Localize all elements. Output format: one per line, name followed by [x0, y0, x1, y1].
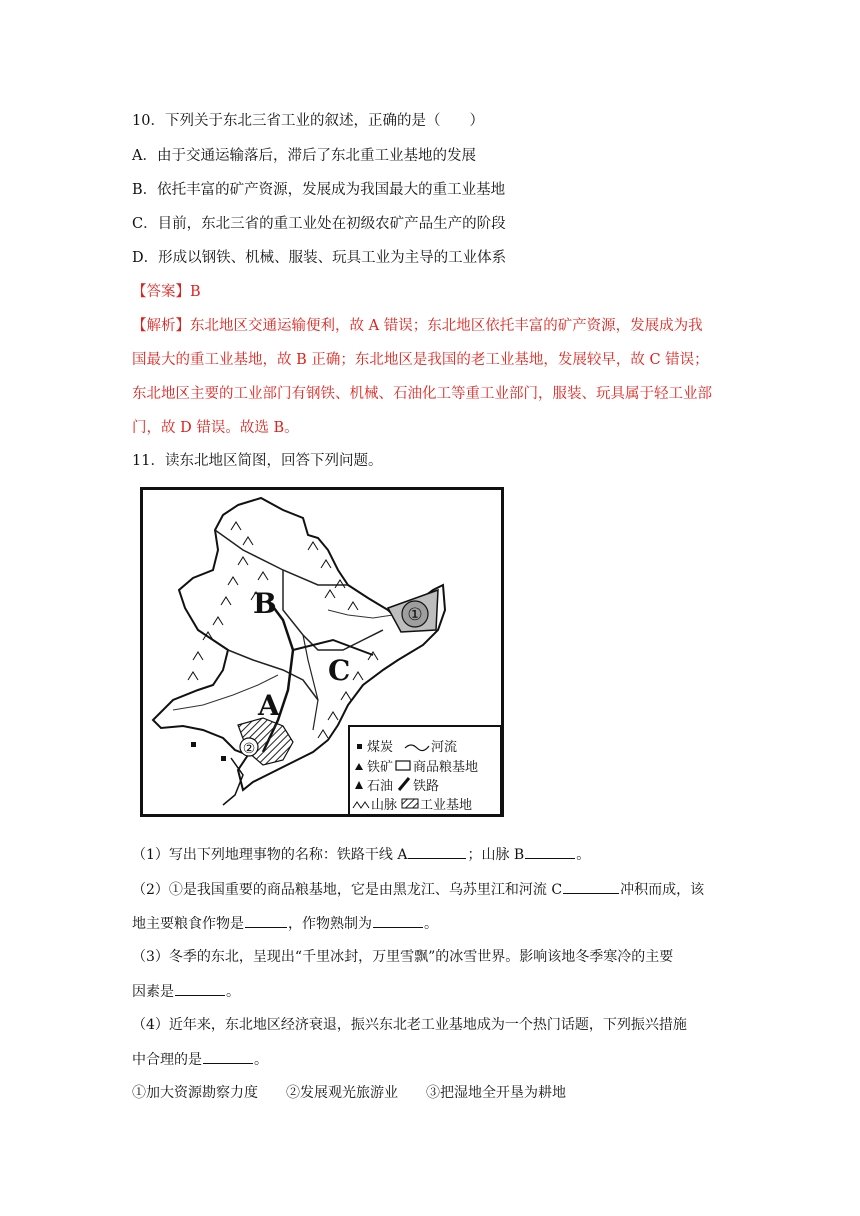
analysis-label: 【解析】	[132, 318, 190, 334]
label-circle-2: ②	[242, 741, 256, 757]
sub1-suffix: 。	[576, 847, 591, 863]
coal-marker-1	[191, 742, 196, 747]
answer-label: 【答案】	[132, 284, 190, 300]
sub3-line2-suffix: 。	[226, 984, 240, 1000]
blank-mountain-b[interactable]	[525, 844, 575, 859]
legend-mountain: 山脉	[371, 798, 398, 813]
sub3-line2-prefix: 因素是	[132, 984, 174, 1000]
legend-oil: 石油	[367, 779, 394, 794]
q10-option-c: C．目前，东北三省的重工业处在初级农矿产品生产的阶段	[132, 216, 506, 232]
sub2-line1-prefix: （2）①是我国重要的商品粮基地，它是由黑龙江、乌苏里江和河流 C	[132, 882, 563, 898]
q11-sub-3-line-1: （3）冬季的东北，呈现出“千里冰封，万里雪飘”的冰雪世界。影响该地冬季寒冷的主要	[132, 949, 674, 965]
label-b: B	[253, 587, 277, 620]
sub4-line2-suffix: 。	[254, 1052, 268, 1068]
q11-measures	[132, 1083, 566, 1103]
blank-cold-factor[interactable]	[175, 981, 225, 996]
northeast-map	[140, 487, 504, 817]
analysis-text-1: 东北地区交通运输便利，故 A 错误；东北地区依托丰富的矿产资源，发展成为我	[190, 318, 703, 334]
q11-stem: 11．读东北地区简图，回答下列问题。	[132, 453, 383, 469]
legend-industrial-base: 工业基地	[420, 798, 473, 813]
label-a: A	[258, 689, 280, 722]
q11-sub-3-line-2	[132, 981, 240, 1002]
blank-measures[interactable]	[203, 1049, 253, 1064]
blank-river-c[interactable]	[563, 879, 619, 894]
q11-sub-2-line-2	[132, 913, 438, 934]
blank-railway-a[interactable]	[408, 844, 466, 859]
coal-marker-2	[221, 756, 226, 761]
legend-railway: 铁路	[413, 779, 440, 794]
q10-option-a: A．由于交通运输落后，滞后了东北重工业基地的发展	[132, 148, 476, 164]
q11-sub-4-line-1: （4）近年来，东北地区经济衰退，振兴东北老工业基地成为一个热门话题，下列振兴措施	[132, 1017, 687, 1033]
sub4-line2-prefix: 中合理的是	[132, 1052, 202, 1068]
legend-iron: 铁矿	[367, 760, 394, 775]
measure-1: ①加大资源勘察力度	[132, 1085, 258, 1101]
sub2-line2-suffix: 。	[424, 916, 438, 932]
measure-2: ②发展观光旅游业	[286, 1085, 398, 1101]
q10-option-d: D．形成以钢铁、机械、服装、玩具工业为主导的工业体系	[132, 250, 507, 266]
legend-coal-symbol	[357, 744, 362, 749]
legend-river: 河流	[431, 740, 458, 755]
map-legend	[349, 726, 501, 814]
q11-sub-1	[132, 844, 590, 865]
q10-analysis-line-3: 东北地区主要的工业部门有钢铁、机械、石油化工等重工业部门，服装、玩具属于轻工业部	[132, 386, 712, 402]
liaodong-peninsula	[223, 758, 243, 805]
sub2-line1-suffix: 冲积而成，该	[620, 882, 705, 898]
q11-sub-4-line-2	[132, 1049, 268, 1070]
sub2-line2-mid: ，作物熟制为	[288, 916, 372, 932]
q10-analysis-line-2: 国最大的重工业基地，故 B 正确；东北地区是我国的老工业基地，发展较早，故 C 错误；	[132, 352, 709, 368]
legend-industrial-symbol	[402, 799, 418, 808]
label-circle-1: ①	[407, 605, 423, 625]
blank-cropping-system[interactable]	[373, 913, 423, 928]
legend-coal: 煤炭	[367, 740, 394, 755]
q10-option-b: B．依托丰富的矿产资源，发展成为我国最大的重工业基地	[132, 182, 506, 198]
answer-value: B	[190, 284, 201, 300]
sub1-mid: ；山脉 B	[467, 847, 525, 863]
map-drawing	[143, 490, 501, 814]
q10-analysis-line-4: 门，故 D 错误。故选 B。	[132, 420, 299, 436]
sub1-prefix: （1）写出下列地理事物的名称：铁路干线 A	[132, 847, 408, 863]
measure-3: ③把湿地全开垦为耕地	[426, 1085, 566, 1101]
sub2-line2-prefix: 地主要粮食作物是	[132, 916, 244, 932]
q10-stem: 10．下列关于东北三省工业的叙述，正确的是（ ）	[132, 113, 484, 129]
legend-grain-base: 商品粮基地	[413, 760, 479, 775]
q10-answer	[132, 282, 201, 302]
legend-grain-symbol	[396, 761, 410, 770]
q11-sub-2-line-1	[132, 879, 704, 900]
label-c: C	[328, 654, 351, 687]
q10-analysis-line-1	[132, 316, 703, 336]
blank-main-crop[interactable]	[245, 913, 287, 928]
